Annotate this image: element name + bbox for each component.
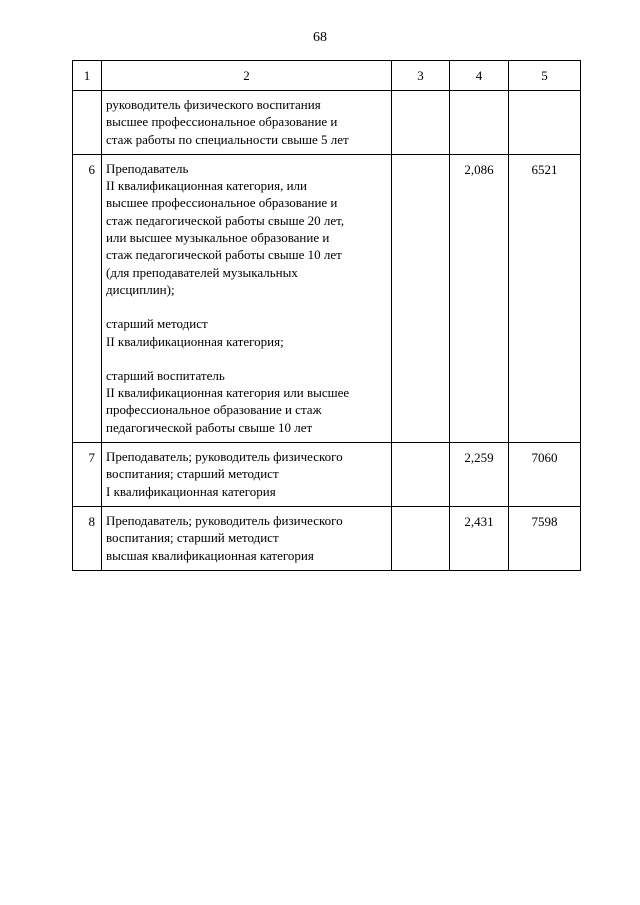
description-line: или высшее музыкальное образование и — [106, 230, 330, 246]
description-line: Преподаватель; руководитель физического — [106, 449, 343, 465]
col3-cell — [392, 506, 450, 570]
description-cell — [102, 154, 392, 442]
col5-cell: 7060 — [509, 443, 581, 507]
col3-cell — [392, 154, 450, 442]
header-col-4: 4 — [450, 61, 509, 91]
page-number: 68 — [313, 30, 327, 45]
description-line: I квалификационная категория — [106, 483, 276, 499]
col5-cell — [509, 91, 581, 155]
row-number-cell: 6 — [73, 154, 102, 442]
table-header-row — [73, 61, 581, 91]
table-row — [73, 506, 581, 570]
row-number-cell: 7 — [73, 443, 102, 507]
table-row — [73, 154, 581, 442]
header-col-3: 3 — [392, 61, 450, 91]
description-line: II квалификационная категория; — [106, 333, 284, 349]
paragraph-gap — [106, 350, 388, 367]
description-cell — [102, 91, 392, 155]
description-line: профессиональное образование и стаж — [106, 402, 322, 418]
row-number-cell — [73, 91, 102, 155]
description-line: стаж педагогической работы свыше 20 лет, — [106, 212, 345, 228]
header-col-5: 5 — [509, 61, 581, 91]
col4-cell: 2,086 — [450, 154, 509, 442]
description-line: старший воспитатель — [106, 367, 225, 383]
description-line: высшее профессиональное образование и — [106, 114, 338, 130]
description-line: дисциплин); — [106, 281, 175, 297]
table-row — [73, 443, 581, 507]
description-line: стаж педагогической работы свыше 10 лет — [106, 247, 342, 263]
col4-cell: 2,431 — [450, 506, 509, 570]
col5-cell: 6521 — [509, 154, 581, 442]
description-line: Преподаватель; руководитель физического — [106, 512, 343, 528]
header-col-2: 2 — [102, 61, 392, 91]
description-line: (для преподавателей музыкальных — [106, 264, 298, 280]
header-col-1: 1 — [73, 61, 102, 91]
description-line: руководитель физического воспитания — [106, 97, 321, 112]
description-line: педагогической работы свыше 10 лет — [106, 419, 313, 435]
paragraph-gap — [106, 298, 388, 315]
description-line: II квалификационная категория или высшее — [106, 385, 350, 401]
description-cell — [102, 506, 392, 570]
col4-cell: 2,259 — [450, 443, 509, 507]
description-line: старший методист — [106, 316, 208, 332]
description-line: воспитания; старший методист — [106, 466, 279, 482]
col3-cell — [392, 91, 450, 155]
tariff-table — [72, 60, 581, 571]
col4-cell — [450, 91, 509, 155]
table-row — [73, 91, 581, 155]
description-line: воспитания; старший методист — [106, 530, 279, 546]
col5-cell: 7598 — [509, 506, 581, 570]
description-line: стаж работы по специальности свыше 5 лет — [106, 131, 349, 147]
description-line: Преподаватель — [106, 160, 189, 176]
description-line: высшее профессиональное образование и — [106, 195, 338, 211]
description-line: высшая квалификационная категория — [106, 547, 314, 563]
row-number-cell: 8 — [73, 506, 102, 570]
col3-cell — [392, 443, 450, 507]
description-cell — [102, 443, 392, 507]
description-line: II квалификационная категория, или — [106, 178, 307, 194]
